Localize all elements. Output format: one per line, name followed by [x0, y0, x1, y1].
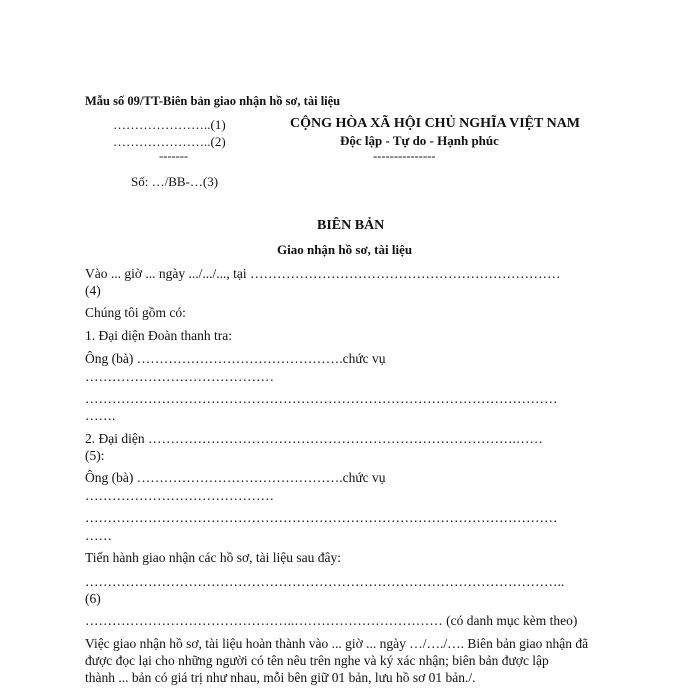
body-line-attached-list: ………………………………………..…………………………… (có danh mục kèm theo)	[85, 613, 578, 628]
body-line-completion-3: thành ... bản có giá trị như nhau, mỗi bên giữ 01 bản, lưu hồ sơ 01 bản./.	[85, 670, 476, 685]
body-note-6: (6)	[85, 591, 101, 606]
body-line-dots-5: ……………………………………………………………………………………………	[85, 510, 558, 525]
right-divider: ---------------	[373, 149, 436, 163]
agency-line-1: …………………..(1)	[113, 117, 226, 132]
body-line-handover: Tiến hành giao nhận các hồ sơ, tài liệu sau đây:	[85, 550, 341, 565]
motto: Độc lập - Tự do - Hạnh phúc	[340, 133, 499, 148]
body-note-5: (5):	[85, 448, 105, 463]
republic-heading: CỘNG HÒA XÃ HỘI CHỦ NGHĨA VIỆT NAM	[290, 116, 581, 131]
agency-line-2: …………………..(2)	[113, 134, 226, 149]
body-line-completion-2: được đọc lại cho những người có tên nêu trên nghe và ký xác nhận; biên bản được lập	[85, 653, 549, 668]
body-line-dots-6: ……	[85, 528, 112, 543]
document-number: Số: …/BB-…(3)	[131, 174, 219, 189]
body-line-completion-1: Việc giao nhận hồ sơ, tài liệu hoàn thành vào ... giờ ... ngày …/…./…. Biên bản giao nhận đã	[85, 636, 589, 651]
document-subtitle: Giao nhận hồ sơ, tài liệu	[277, 242, 413, 257]
body-note-4: (4)	[85, 283, 101, 298]
body-line-time-place: Vào ... giờ ... ngày .../.../..., tại ……………………………………………………………	[85, 266, 561, 281]
body-line-dots-2: ……………………………………………………………………………………………	[85, 391, 558, 406]
body-line-dots-1: ……………………………………	[85, 369, 274, 384]
body-line-rep-1: 1. Đại diện Đoàn thanh tra:	[85, 328, 232, 343]
body-line-dots-4: ……………………………………	[85, 488, 274, 503]
body-line-members: Chúng tôi gồm có:	[85, 305, 186, 320]
form-title: Mẫu số 09/TT-Biên bản giao nhận hồ sơ, tài liệu	[85, 94, 341, 108]
document-title: BIÊN BẢN	[317, 218, 385, 233]
body-line-dots-7: ……………………………………………………………………………………………..	[85, 574, 565, 589]
left-divider: -------	[159, 149, 189, 163]
body-line-rep-2: 2. Đại diện ……………………………………………………………………….……	[85, 431, 543, 446]
body-line-mr-mrs-2: Ông (bà) ……………………………………….chức vụ	[85, 470, 386, 485]
body-line-dots-3: …….	[85, 408, 116, 423]
body-line-mr-mrs-1: Ông (bà) ……………………………………….chức vụ	[85, 351, 386, 366]
